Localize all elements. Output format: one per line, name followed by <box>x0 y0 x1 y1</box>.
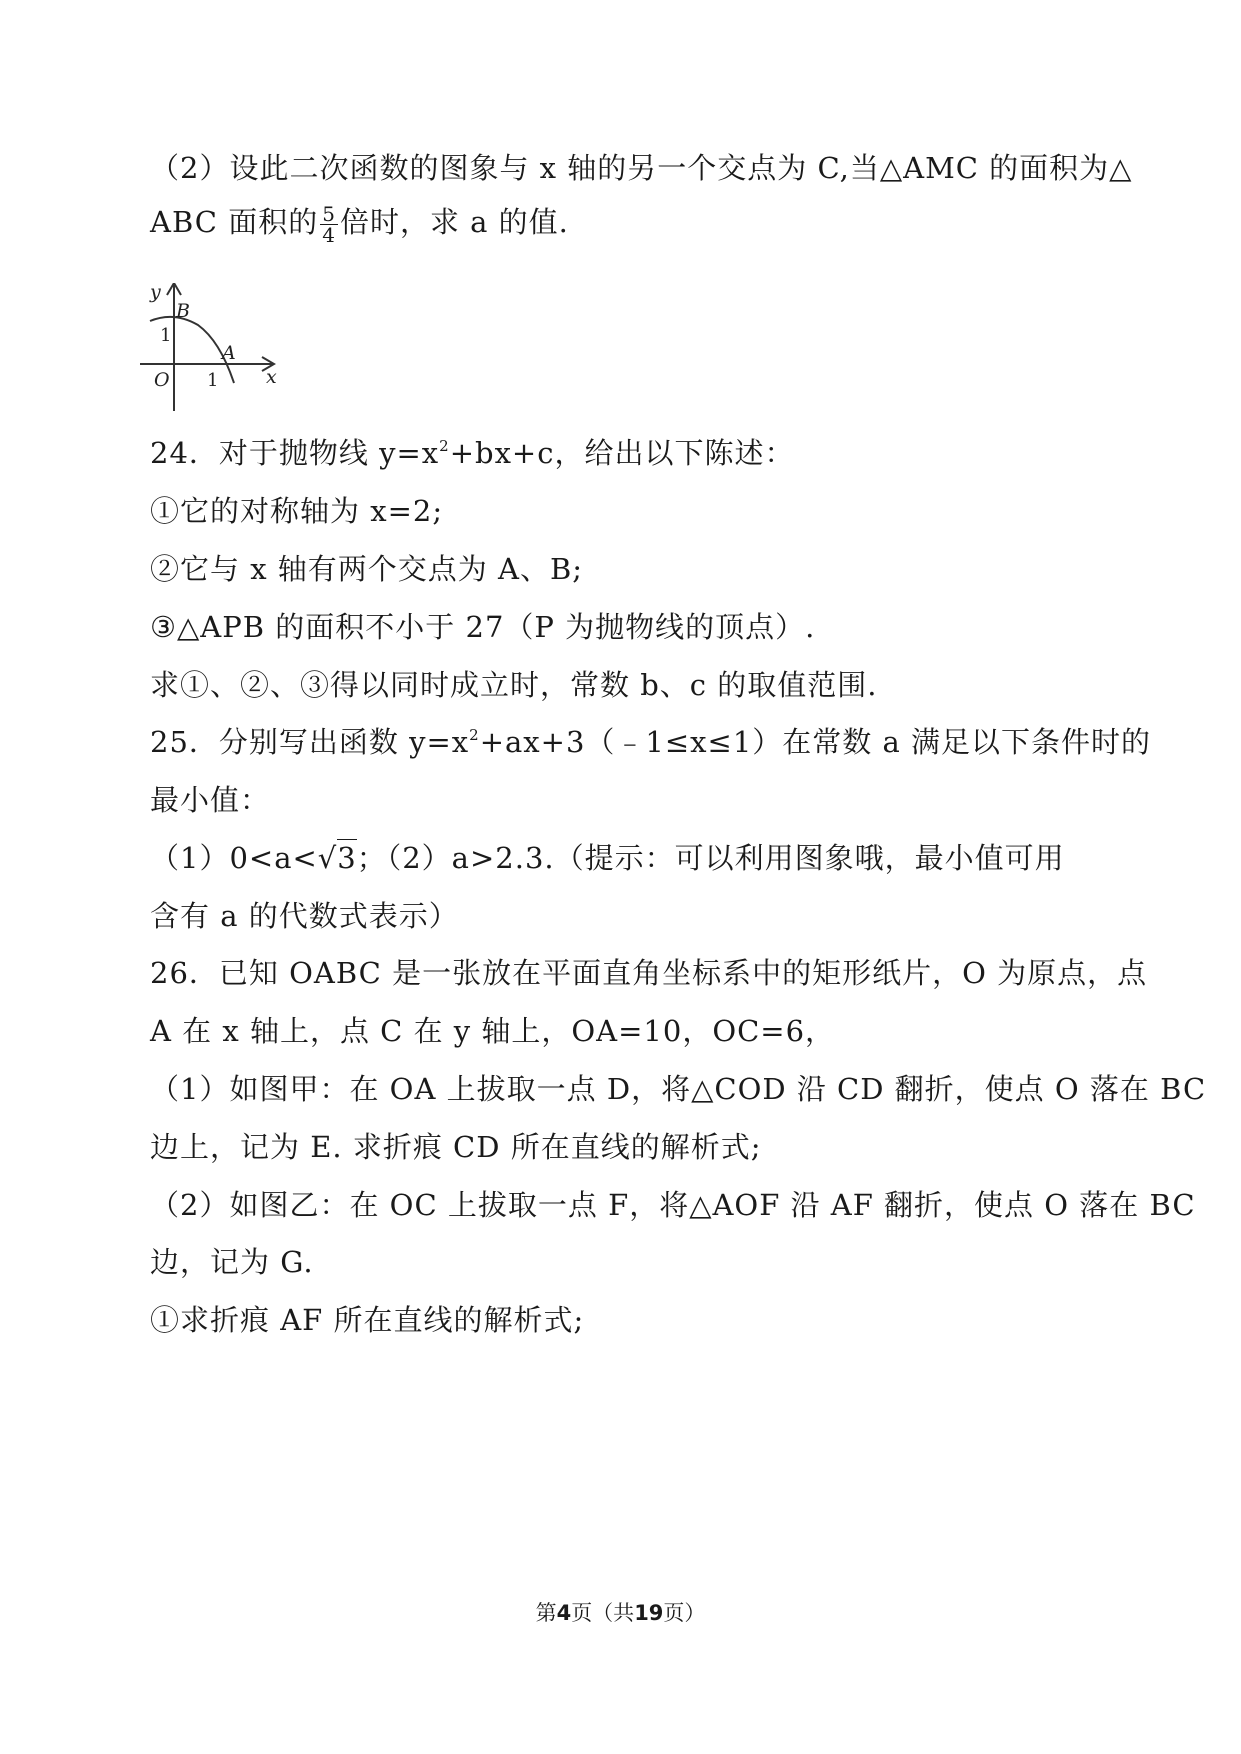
q24-stem: 24．对于抛物线 $y=x^2+bx+c$，给出以下陈述： <box>150 436 795 470</box>
q25-line3: （1）0<a<√3；（2）a>2.3.（提示：可以利用图象哦，最小值可用 <box>150 838 1181 878</box>
q26-line3: （1）如图甲：在 OA 上拔取一点 D，将△COD 沿 CD 翻折，使点 O 落在 BC <box>150 1072 1207 1106</box>
q24-statement-2: ②它与 x 轴有两个交点为 A、B; <box>150 552 584 586</box>
q24-statement-1: ①它的对称轴为 x=2; <box>150 494 444 528</box>
point-a-label: A <box>222 342 236 364</box>
q25-line4: 含有 a 的代数式表示） <box>150 899 459 933</box>
q26-line4: 边上，记为 E. 求折痕 CD 所在直线的解析式; <box>150 1130 762 1164</box>
q24-statement-3: ③△APB 的面积不小于 27（P 为抛物线的顶点）. <box>150 610 816 644</box>
q23-part2-line2: ABC 面积的 $\frac{5}{4}$ 倍时，求 a 的值. <box>150 201 569 247</box>
sqrt-three: √3 <box>317 841 357 875</box>
q25-line2: 最小值： <box>150 783 271 817</box>
x-tick-one: 1 <box>207 370 219 391</box>
fraction-five-fourths: $\frac{5}{4}$ <box>322 201 336 247</box>
q26-line5: （2）如图乙：在 OC 上拔取一点 F，将△AOF 沿 AF 翻折，使点 O 落在 BC <box>150 1188 1196 1222</box>
q26-line6: 边，记为 G. <box>150 1245 314 1279</box>
y-axis-label: y <box>150 283 161 303</box>
point-b-label: B <box>176 300 190 322</box>
q24-question: 求①、②、③得以同时成立时，常数 b、c 的取值范围. <box>150 668 878 702</box>
q26-line1: 26．已知 OABC 是一张放在平面直角坐标系中的矩形纸片，O 为原点，点 <box>150 956 1148 990</box>
q23-part2-line1: （2）设此二次函数的图象与 x 轴的另一个交点为 C,当△AMC 的面积为△ <box>150 151 1133 185</box>
page-footer: 第4页（共19页） <box>535 1601 706 1625</box>
q26-line2: A 在 x 轴上，点 C 在 y 轴上，OA=10，OC=6， <box>150 1014 836 1048</box>
q25-stem: 25．分别写出函数 $y=x^2+ax+3(﹣1\le x\le 1)$在常数 a 满足以下条件时的 <box>150 725 1151 759</box>
q26-line7: ①求折痕 AF 所在直线的解析式; <box>150 1303 585 1337</box>
x-axis-label: x <box>266 366 277 388</box>
y-tick-one: 1 <box>160 325 172 346</box>
origin-label: O <box>154 369 170 391</box>
